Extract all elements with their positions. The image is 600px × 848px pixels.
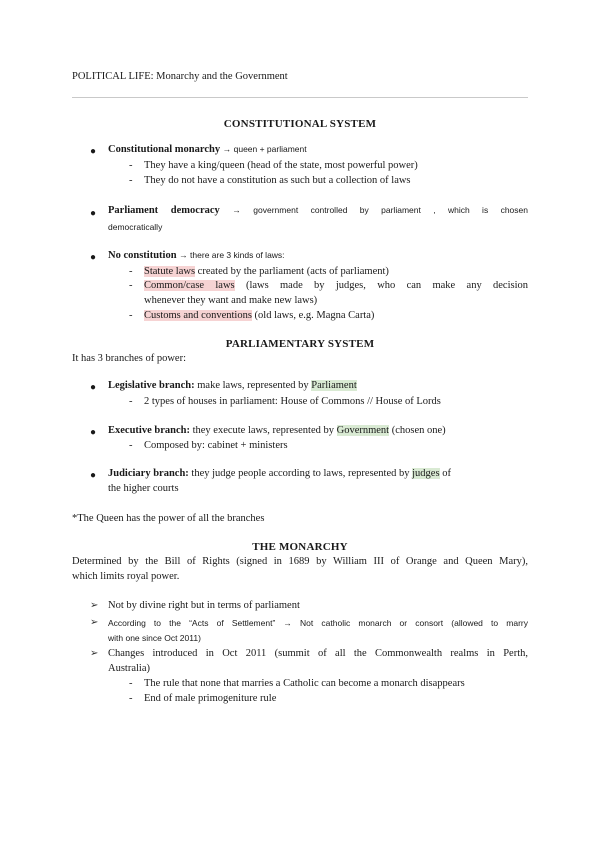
- monarchy-item-2-cont: with one since Oct 2011): [108, 633, 201, 643]
- text: of: [439, 468, 451, 479]
- highlight: Common/case laws: [144, 280, 235, 291]
- dash-icon: -: [129, 396, 133, 407]
- highlight: Customs and conventions: [144, 310, 252, 321]
- dash-icon: -: [129, 280, 133, 291]
- monarchy-item-1: Not by divine right but in terms of parliament: [108, 600, 300, 611]
- monarchy-item-3-cont: Australia): [108, 663, 150, 674]
- monarchy-intro: Determined by the Bill of Rights (signed in 1689 by William III of Orange and Queen Mary),: [72, 556, 528, 567]
- term: No constitution: [108, 250, 177, 261]
- monarchy-sub-2: End of male primogeniture rule: [144, 693, 277, 704]
- highlight: Government: [336, 425, 390, 436]
- arrow-bullet-icon: ➢: [90, 648, 99, 659]
- law-3: [144, 310, 374, 321]
- note: → queen + parliament: [222, 144, 307, 154]
- judiciary-cont: the higher courts: [108, 483, 179, 494]
- dash-icon: -: [129, 678, 133, 689]
- dash-icon: -: [129, 310, 133, 321]
- executive-item: [108, 425, 446, 436]
- dash-icon: -: [129, 160, 133, 171]
- highlight: judges: [412, 468, 440, 479]
- term: Parliament democracy: [108, 205, 220, 216]
- legislative-sub: 2 types of houses in parliament: House of Commons // House of Lords: [144, 396, 441, 407]
- bullet-icon: ●: [90, 427, 97, 438]
- term: Constitutional monarchy: [108, 144, 221, 155]
- dash-icon: -: [129, 266, 133, 277]
- monarchy-item-2: According to the “Acts of Settlement” → Not catholic monarch or consort (allowed to marry: [108, 618, 528, 628]
- constitutional-monarchy-item: [108, 144, 307, 155]
- legislative-item: [108, 380, 357, 391]
- bullet-icon: ●: [90, 252, 97, 263]
- arrow-bullet-icon: ➢: [90, 617, 99, 628]
- bullet-icon: ●: [90, 208, 97, 219]
- text: created by the parliament (acts of parliament): [195, 266, 389, 277]
- text: (laws made by judges, who can make any decision: [234, 280, 528, 291]
- text: make laws, represented by: [194, 380, 312, 391]
- law-2-cont: whenever they want and make new laws): [144, 295, 318, 306]
- bullet-icon: ●: [90, 382, 97, 393]
- parliament-democracy-item: [108, 205, 528, 216]
- note: → government controlled by parliament , which is chosen: [232, 205, 528, 215]
- bullet-icon: ●: [90, 470, 97, 481]
- bullet-icon: ●: [90, 146, 97, 157]
- highlight: Statute laws: [144, 266, 196, 277]
- note: → there are 3 kinds of laws:: [179, 250, 285, 260]
- section-heading-constitutional: CONSTITUTIONAL SYSTEM: [223, 118, 377, 130]
- term: Judiciary branch:: [108, 468, 189, 479]
- dash-icon: -: [129, 175, 133, 186]
- monarchy-point-2: They do not have a constitution as such but a collection of laws: [144, 175, 411, 186]
- law-1: [144, 266, 389, 277]
- text: (chosen one): [389, 425, 446, 436]
- arrow-bullet-icon: ➢: [90, 600, 99, 611]
- branches-intro: It has 3 branches of power:: [72, 353, 187, 364]
- dash-icon: -: [129, 440, 133, 451]
- monarchy-intro-cont: which limits royal power.: [72, 571, 180, 582]
- document-header: POLITICAL LIFE: Monarchy and the Government: [72, 71, 288, 82]
- highlight: Parliament: [311, 380, 357, 391]
- header-divider: [72, 97, 528, 98]
- queen-footnote: *The Queen has the power of all the branches: [72, 513, 265, 524]
- text: (old laws, e.g. Magna Carta): [251, 310, 375, 321]
- democracy-note-cont: democratically: [108, 222, 163, 232]
- text: they execute laws, represented by: [189, 425, 337, 436]
- law-2: [144, 280, 528, 291]
- text: they judge people according to laws, represented by: [188, 468, 413, 479]
- no-constitution-item: [108, 250, 285, 261]
- section-heading-monarchy: THE MONARCHY: [252, 541, 348, 553]
- monarchy-point-1: They have a king/queen (head of the state, most powerful power): [144, 160, 418, 171]
- dash-icon: -: [129, 693, 133, 704]
- term: Executive branch:: [108, 425, 190, 436]
- monarchy-sub-1: The rule that none that marries a Catholic can become a monarch disappears: [144, 678, 465, 689]
- section-heading-parliamentary: PARLIAMENTARY SYSTEM: [225, 338, 375, 350]
- term: Legislative branch:: [108, 380, 195, 391]
- executive-sub: Composed by: cabinet + ministers: [144, 440, 288, 451]
- judiciary-item: [108, 468, 451, 479]
- monarchy-item-3: Changes introduced in Oct 2011 (summit of all the Commonwealth realms in Perth,: [108, 648, 528, 659]
